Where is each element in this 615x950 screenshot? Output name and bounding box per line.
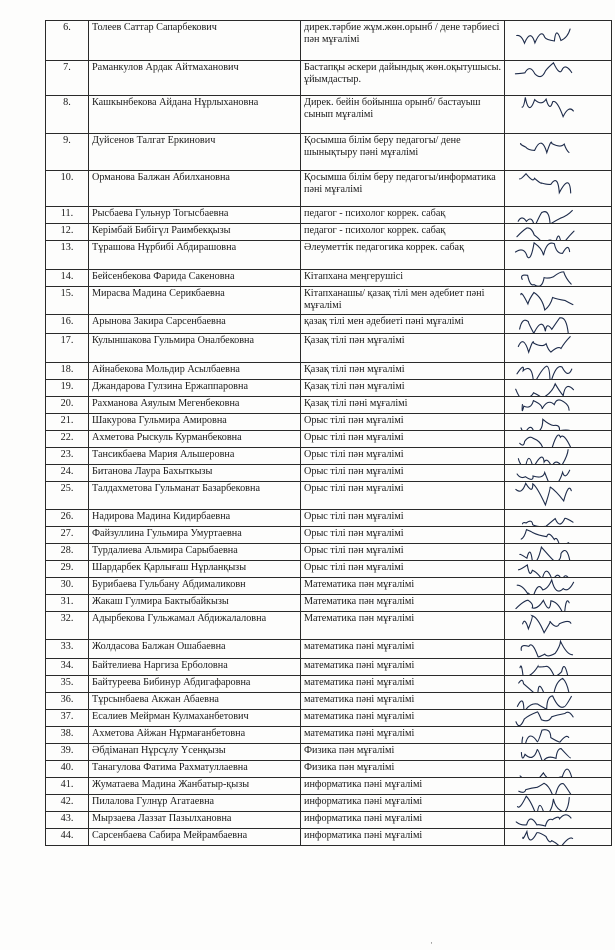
signature-cell [505, 134, 612, 171]
signature-cell [505, 96, 612, 134]
staff-name: Есалиев Мейрман Кулмаханбетович [89, 710, 301, 727]
staff-name: Рысбаева Гульнур Тогысбаевна [89, 207, 301, 224]
row-number: 34. [46, 659, 89, 676]
signature-cell [505, 207, 612, 224]
signature-cell [505, 640, 612, 659]
signature-cell [505, 380, 612, 397]
staff-name: Бурибаева Гульбану Абдималиковн [89, 578, 301, 595]
row-number: 6. [46, 21, 89, 61]
staff-position: дирек.тәрбие жұм.жөн.орынб / дене тәрбиесі пән мұғалімі [301, 21, 505, 61]
staff-name: Файзуллина Гульмира Умуртаевна [89, 527, 301, 544]
row-number: 22. [46, 431, 89, 448]
staff-name: Тұрашова Нұрбибі Абдирашовна [89, 241, 301, 270]
staff-position: математика пәні мұғалімі [301, 659, 505, 676]
staff-name: Адырбекова Гульжамал Абдижалаловна [89, 612, 301, 640]
page-mark: · [430, 938, 433, 948]
row-number: 30. [46, 578, 89, 595]
table-row [46, 270, 612, 287]
staff-position: математика пәні мұғалімі [301, 676, 505, 693]
table-row [46, 544, 612, 561]
row-number: 8. [46, 96, 89, 134]
row-number: 25. [46, 482, 89, 510]
staff-name: Айнабекова Мольдир Асылбаевна [89, 363, 301, 380]
staff-position: Кітапхана меңгерушісі [301, 270, 505, 287]
table-row [46, 363, 612, 380]
staff-position: педагог - психолог коррек. сабақ [301, 207, 505, 224]
staff-position: Орыс тілі пән мұғалімі [301, 527, 505, 544]
staff-position: Қазақ тілі пән мұғалімі [301, 363, 505, 380]
staff-name: Джандарова Гулзина Ержаппаровна [89, 380, 301, 397]
staff-name: Пилалова Гулнұр Агатаевна [89, 795, 301, 812]
staff-position: Қосымша білім беру педагогы/ дене шынықтыру пәні мұғалімі [301, 134, 505, 171]
table-row [46, 21, 612, 61]
row-number: 20. [46, 397, 89, 414]
row-number: 15. [46, 287, 89, 315]
staff-position: Орыс тілі пән мұғалімі [301, 414, 505, 431]
signature-cell [505, 727, 612, 744]
table-row [46, 561, 612, 578]
row-number: 31. [46, 595, 89, 612]
row-number: 11. [46, 207, 89, 224]
table-row [46, 134, 612, 171]
table-row [46, 812, 612, 829]
row-number: 32. [46, 612, 89, 640]
table-row [46, 578, 612, 595]
row-number: 44. [46, 829, 89, 846]
staff-position: Бастапқы әскери дайындық жөн.оқытушысы. ұйымдастыр. [301, 61, 505, 96]
table-row [46, 527, 612, 544]
staff-name: Толеев Саттар Сапарбекович [89, 21, 301, 61]
table-row [46, 96, 612, 134]
row-number: 35. [46, 676, 89, 693]
table-row [46, 397, 612, 414]
row-number: 12. [46, 224, 89, 241]
staff-position: Орыс тілі пән мұғалімі [301, 465, 505, 482]
staff-position: қазақ тілі мен әдебиеті пәні мұғалімі [301, 315, 505, 334]
staff-name: Кашкынбекова Айдана Нұрлыхановна [89, 96, 301, 134]
staff-name: Шакурова Гульмира Амировна [89, 414, 301, 431]
table-row [46, 659, 612, 676]
staff-name: Кулыншакова Гульмира Оналбековна [89, 334, 301, 363]
signature-cell [505, 315, 612, 334]
signature-cell [505, 224, 612, 241]
staff-position: Орыс тілі пән мұғалімі [301, 448, 505, 465]
signature-cell [505, 21, 612, 61]
row-number: 17. [46, 334, 89, 363]
row-number: 18. [46, 363, 89, 380]
staff-position: Қазақ тілі пән мұғалімі [301, 334, 505, 363]
table-row [46, 287, 612, 315]
table-row [46, 448, 612, 465]
row-number: 36. [46, 693, 89, 710]
staff-name: Орманова Балжан Абилхановна [89, 171, 301, 207]
staff-position: информатика пәні мұғалімі [301, 795, 505, 812]
row-number: 10. [46, 171, 89, 207]
table-row [46, 465, 612, 482]
staff-name: Керімбай Бибігүл Раимбекқызы [89, 224, 301, 241]
row-number: 14. [46, 270, 89, 287]
signature-cell [505, 61, 612, 96]
staff-name: Байтуреева Бибинур Абдигафаровна [89, 676, 301, 693]
staff-name: Талдахметова Гульманат Базарбековна [89, 482, 301, 510]
row-number: 26. [46, 510, 89, 527]
signature-cell [505, 612, 612, 640]
staff-position: Қазақ тілі пән мұғалімі [301, 380, 505, 397]
table-row [46, 315, 612, 334]
table-row [46, 676, 612, 693]
staff-name: Бейсенбекова Фарида Сакеновна [89, 270, 301, 287]
table-row [46, 595, 612, 612]
table-row [46, 207, 612, 224]
row-number: 9. [46, 134, 89, 171]
staff-position: Математика пән мұғалімі [301, 595, 505, 612]
row-number: 40. [46, 761, 89, 778]
table-body [46, 21, 612, 846]
table-row [46, 744, 612, 761]
staff-name: Турдалиева Альмира Сарыбаевна [89, 544, 301, 561]
staff-name: Дуйсенов Талгат Еркинович [89, 134, 301, 171]
table-row [46, 334, 612, 363]
table-row [46, 761, 612, 778]
table-row [46, 171, 612, 207]
staff-name: Жуматаева Мадина Жанбатыр-қызы [89, 778, 301, 795]
staff-name: Жакаш Гулмира Бактыбайкызы [89, 595, 301, 612]
staff-position: Қосымша білім беру педагогы/информатика пәні мұғалімі [301, 171, 505, 207]
table-row [46, 224, 612, 241]
staff-position: информатика пәні мұғалімі [301, 812, 505, 829]
signature-cell [505, 595, 612, 612]
staff-position: Математика пән мұғалімі [301, 578, 505, 595]
row-number: 42. [46, 795, 89, 812]
staff-position: математика пәні мұғалімі [301, 710, 505, 727]
staff-name: Раманкулов Ардак Айтмаханович [89, 61, 301, 96]
signature-cell [505, 829, 612, 846]
staff-name: Битанова Лаура Бахыткызы [89, 465, 301, 482]
staff-name: Тұрсынбаева Акжан Абаевна [89, 693, 301, 710]
row-number: 38. [46, 727, 89, 744]
row-number: 19. [46, 380, 89, 397]
staff-position: Кітапханашы/ қазақ тілі мен әдебиет пәні мұғалімі [301, 287, 505, 315]
signature-cell [505, 676, 612, 693]
signature-cell [505, 710, 612, 727]
table-row [46, 241, 612, 270]
table-row [46, 693, 612, 710]
staff-position: информатика пәні мұғалімі [301, 778, 505, 795]
staff-position: Математика пән мұғалімі [301, 612, 505, 640]
staff-position: Дирек. бейін бойынша орынб/ бастауыш сынып мұғалімі [301, 96, 505, 134]
row-number: 27. [46, 527, 89, 544]
row-number: 41. [46, 778, 89, 795]
signature-cell [505, 578, 612, 595]
table-row [46, 612, 612, 640]
staff-position: математика пәні мұғалімі [301, 727, 505, 744]
row-number: 33. [46, 640, 89, 659]
staff-name: Шардарбек Қарлығаш Нұрланқызы [89, 561, 301, 578]
staff-position: Орыс тілі пән мұғалімі [301, 510, 505, 527]
signature-cell [505, 414, 612, 431]
staff-position: Орыс тілі пән мұғалімі [301, 431, 505, 448]
staff-name: Ахметова Айжан Нұрмағанбетовна [89, 727, 301, 744]
table-row [46, 61, 612, 96]
table-row [46, 482, 612, 510]
row-number: 13. [46, 241, 89, 270]
staff-name: Мырзаева Лаззат Пазылхановна [89, 812, 301, 829]
row-number: 28. [46, 544, 89, 561]
staff-name: Байтелиева Наргиза Ерболовна [89, 659, 301, 676]
table-row [46, 380, 612, 397]
staff-position: Орыс тілі пән мұғалімі [301, 544, 505, 561]
signature-cell [505, 527, 612, 544]
staff-position: Орыс тілі пән мұғалімі [301, 482, 505, 510]
table-row [46, 795, 612, 812]
signature-cell [505, 778, 612, 795]
signature-cell [505, 544, 612, 561]
staff-position: Орыс тілі пән мұғалімі [301, 561, 505, 578]
signature-cell [505, 287, 612, 315]
table-row [46, 640, 612, 659]
staff-position: Қазақ тілі пәні мұғалімі [301, 397, 505, 414]
staff-name: Сарсенбаева Сабира Мейрамбаевна [89, 829, 301, 846]
staff-position: Физика пән мұғалімі [301, 744, 505, 761]
row-number: 24. [46, 465, 89, 482]
signature-cell [505, 812, 612, 829]
signature-cell [505, 270, 612, 287]
signature-cell [505, 795, 612, 812]
row-number: 43. [46, 812, 89, 829]
table-row [46, 829, 612, 846]
staff-name: Ахметова Рыскуль Курманбековна [89, 431, 301, 448]
signature-cell [505, 363, 612, 380]
signature-cell [505, 171, 612, 207]
staff-position: информатика пәні мұғалімі [301, 829, 505, 846]
row-number: 23. [46, 448, 89, 465]
staff-position: математика пәні мұғалімі [301, 693, 505, 710]
signature-cell [505, 448, 612, 465]
signature-cell [505, 510, 612, 527]
table-row [46, 510, 612, 527]
signature-cell [505, 693, 612, 710]
staff-name: Тансикбаева Мария Альшеровна [89, 448, 301, 465]
row-number: 7. [46, 61, 89, 96]
table-row [46, 710, 612, 727]
signature-cell [505, 482, 612, 510]
staff-position: педагог - психолог коррек. сабақ [301, 224, 505, 241]
staff-name: Мирасва Мадина Серикбаевна [89, 287, 301, 315]
signature-cell [505, 397, 612, 414]
staff-name: Танагулова Фатима Рахматуллаевна [89, 761, 301, 778]
signature-cell [505, 744, 612, 761]
signature-cell [505, 561, 612, 578]
signature-cell [505, 659, 612, 676]
staff-name: Рахманова Аяулым Мегенбековна [89, 397, 301, 414]
staff-name: Жолдасова Балжан Ошабаевна [89, 640, 301, 659]
row-number: 21. [46, 414, 89, 431]
signature-cell [505, 334, 612, 363]
staff-position: Физика пән мұғалімі [301, 761, 505, 778]
row-number: 29. [46, 561, 89, 578]
signature-cell [505, 241, 612, 270]
table-row [46, 414, 612, 431]
staff-position: Әлеуметтік педагогика коррек. сабақ [301, 241, 505, 270]
signature-cell [505, 761, 612, 778]
table-row [46, 727, 612, 744]
row-number: 16. [46, 315, 89, 334]
signature-cell [505, 465, 612, 482]
staff-signature-table [45, 20, 612, 846]
signature-cell [505, 431, 612, 448]
table-row [46, 778, 612, 795]
table-row [46, 431, 612, 448]
staff-name: Надирова Мадина Кидирбаевна [89, 510, 301, 527]
staff-name: Арынова Закира Сарсенбаевна [89, 315, 301, 334]
staff-name: Әбдіманап Нұрсұлу Үсенқызы [89, 744, 301, 761]
staff-position: математика пәні мұғалімі [301, 640, 505, 659]
row-number: 37. [46, 710, 89, 727]
row-number: 39. [46, 744, 89, 761]
